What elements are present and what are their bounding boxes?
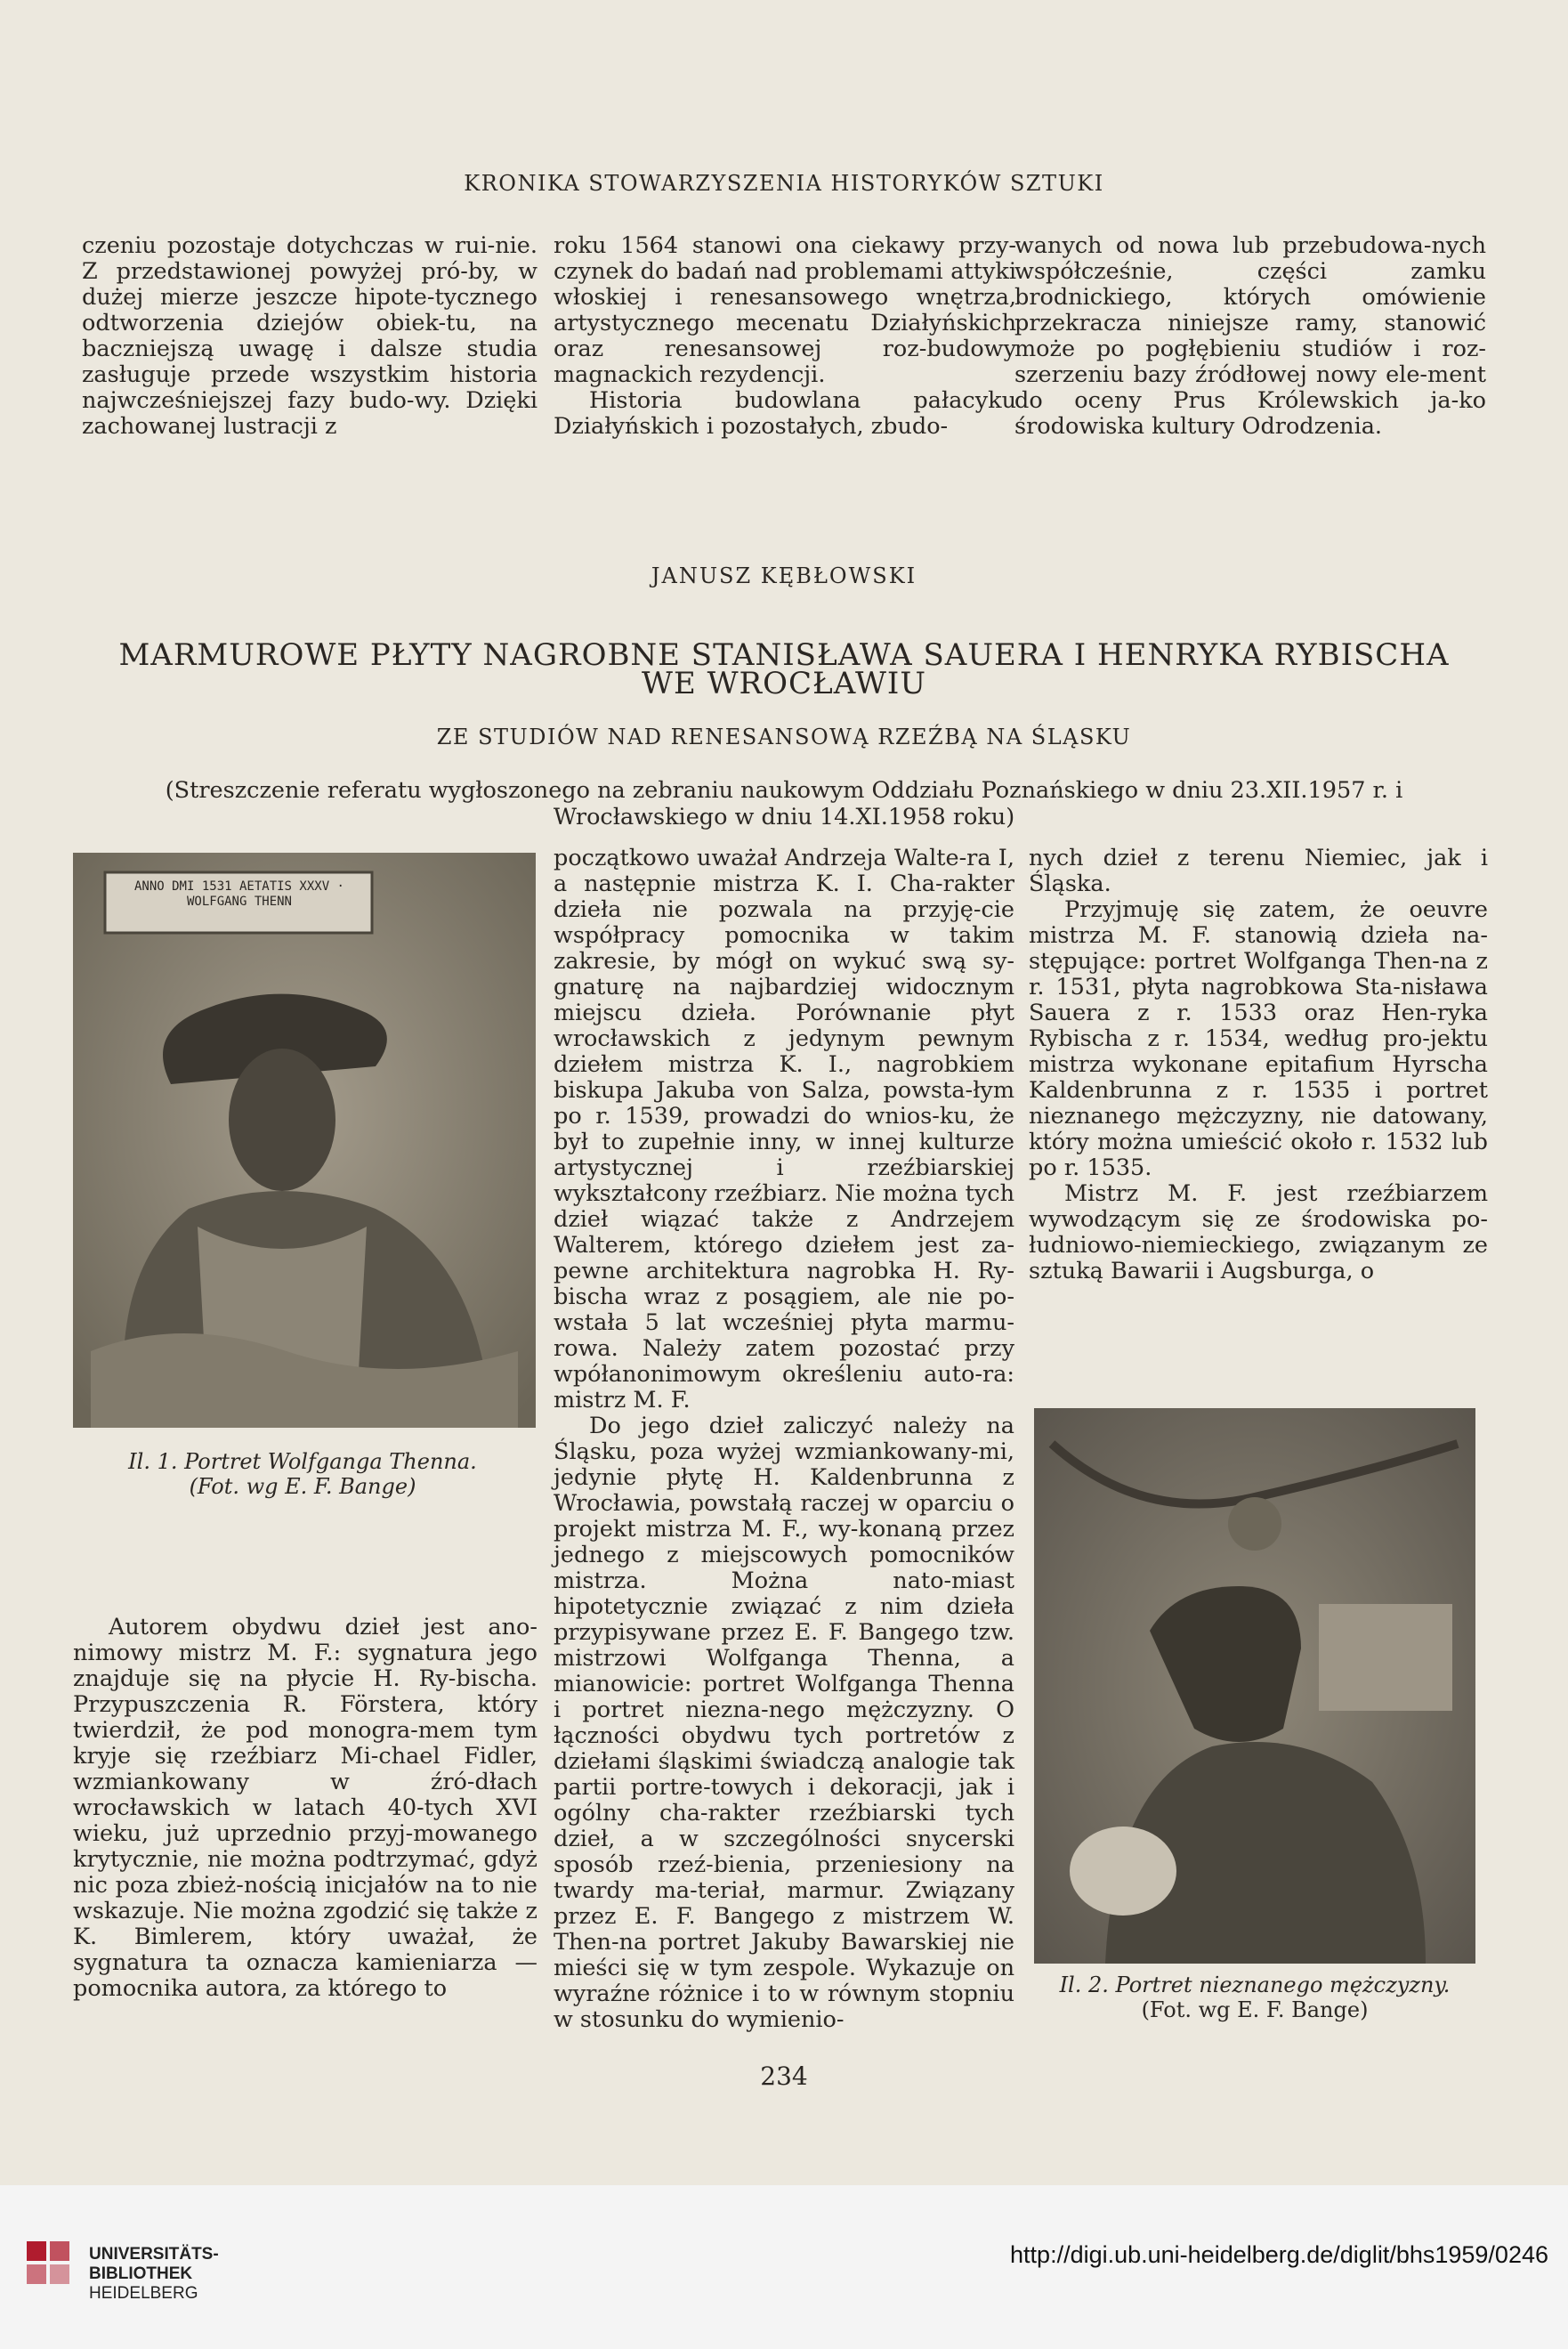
figure-1-relief (73, 853, 536, 1428)
top-column-3 (1014, 233, 1486, 440)
top-column-1 (82, 233, 537, 440)
right-column-paragraph-2: Przyjmuję się zatem, że oeuvre mistrza M. F. stanowią dzieła na-stępujące: portret Wolfganga Then-na z r. 1531, płyta nagrobkowa Sta-nisława Sauera z r. 1533 oraz Hen-ryka Rybischa z r. 1534, według pro-jektu mistrza wykonane epitafium Hyrscha Kaldenbrunna z r. 1535 i portret nieznanego mężczyzny, nie datowany, który można umieścić około r. 1532 lub po r. 1535. (1029, 896, 1488, 1181)
middle-column (554, 846, 1014, 2033)
top-column-2-text: roku 1564 stanowi ona ciekawy przy-czynek do badań nad problemami attyki włoskiej i renesansowego wnętrza, artystycznego mecenatu Działyńskich oraz renesansowej roz-budowy magnackich rezydencji. (554, 232, 1016, 388)
right-column-paragraph-1: nych dzieł z terenu Niemiec, jak i Śląska. (1029, 845, 1488, 897)
top-column-2 (554, 233, 1016, 440)
figure-2-image (1034, 1408, 1475, 1964)
right-column-paragraph-3: Mistrz M. F. jest rzeźbiarzem wywodzącym się ze środowiska po-łudniowo-niemieckiego, związanym ze sztuką Bawarii i Augsburga, o (1029, 1180, 1488, 1284)
left-body-column (73, 1615, 537, 2002)
article-title (89, 637, 1479, 701)
article-subtitle: ZE STUDIÓW NAD RENESANSOWĄ RZEŹBĄ NA ŚLĄSKU (436, 725, 1132, 749)
library-name (89, 2245, 219, 2304)
top-column-1-text: czeniu pozostaje dotychczas w rui-nie. Z przedstawionej powyżej pró-by, w dużej mierze jeszcze hipote-tycznego odtworzenia dziejów obiek-tu, na baczniejszą uwagę i dalsze studia zasługuje przede wszystkim historia najwcześniejszej fazy budo-wy. Dzięki zachowanej lustracji z (82, 232, 537, 440)
figure-2-medallion (1228, 1497, 1281, 1551)
figure-2-caption (1023, 1972, 1486, 2022)
figure-1-caption-line-1: Il. 1. Portret Wolfganga Thenna. (128, 1449, 477, 1474)
figure-1-face (229, 1049, 335, 1191)
library-name-line-1: UNIVERSITÄTS- (89, 2245, 219, 2264)
right-column (1029, 846, 1488, 1284)
top-column-2-paragraph: Historia budowlana pałacyku Działyńskich i pozostałych, zbudo- (554, 387, 1016, 440)
figure-1-caption (53, 1449, 552, 1499)
library-name-line-2: BIBLIOTHEK (89, 2264, 193, 2283)
article-title-line-1: MARMUROWE PŁYTY NAGROBNE STANISŁAWA SAUERA I HENRYKA RYBISCHA (118, 637, 1450, 673)
page-number: 234 (760, 2061, 808, 2091)
figure-2-relief (1034, 1408, 1475, 1964)
permalink-url[interactable]: http://digi.ub.uni-heidelberg.de/diglit/bhs1959/0246 (1010, 2241, 1548, 2268)
figure-1-image (73, 853, 536, 1428)
running-head: KRONIKA STOWARZYSZENIA HISTORYKÓW SZTUKI (464, 171, 1104, 196)
figure-2-caption-line-2: (Fot. wg E. F. Bange) (1141, 1997, 1369, 2022)
figure-1-inscription: ANNO DMI 1531 AETATIS XXXV · WOLFGANG THENN (133, 879, 344, 909)
library-name-line-3: HEIDELBERG (89, 2284, 198, 2303)
middle-column-paragraph-2: Do jego dzieł zaliczyć należy na Śląsku, poza wyżej wzmiankowany-mi, jedynie płytę H. Kaldenbrunna z Wrocławia, powstałą raczej w oparciu o projekt mistrza M. F., wy-konaną przez jednego z miejscowych pomocników mistrza. Można nato-miast hipotetycznie związać z nim dzieła przypisywane przez E. F. Bangego tzw. mistrzowi Wolfganga Thenna, a mianowicie: portret Wolfganga Thenna i portret niezna-nego mężczyzny. O łączności obydwu tych portretów z dziełami śląskimi świadczą analogie tak partii portre-towych i dekoracji, jak i ogólny cha-rakter rzeźbiarski tych dzieł, a w szczególności snycerski sposób rzeź-bienia, przeniesiony na twardy ma-teriał, marmur. Związany przez E. F. Bangego z mistrzem W. Then-na portret Jakuby Bawarskiej nie mieści się w tym zespole. Wykazuje on wyraźne różnice i to w równym stopniu w stosunku do wymienio- (554, 1413, 1014, 2033)
abstract-note: (Streszczenie referatu wygłoszonego na zebraniu naukowym Oddziału Poznańskiego w dniu 23.XII.1957 r. i Wrocławskiego w dniu 14.XI.1958 roku) (165, 777, 1403, 830)
figure-1-caption-line-2: (Fot. wg E. F. Bange) (189, 1474, 416, 1499)
article-title-line-2: WE WROCŁAWIU (642, 666, 926, 701)
article-author: JANUSZ KĘBŁOWSKI (651, 563, 917, 588)
figure-2-skull (1070, 1827, 1176, 1916)
figure-2-architecture (1319, 1604, 1452, 1711)
top-column-3-text: wanych od nowa lub przebudowa-nych współcześnie, części zamku brodnickiego, których omówienie przekracza niniejsze ramy, stanowić może po pogłębieniu studiów i roz-szerzeniu bazy źródłowej nowy ele-ment do oceny Prus Królewskich ja-ko środowiska kultury Odrodzenia. (1014, 232, 1486, 440)
left-body-paragraph: Autorem obydwu dzieł jest ano-nimowy mistrz M. F.: sygnatura jego znajduje się na płycie H. Ry-bischa. Przypuszczenia R. Förstera, który twierdził, że pod monogra-mem tym kryje się rzeźbiarz Mi-chael Fidler, wzmiankowany w źró-dłach wrocławskich w latach 40-tych XVI wieku, już uprzednio przyj-mowanego krytycznie, nie można podtrzymać, gdyż nic poza zbież-nością inicjałów na to nie wskazuje. Nie można zgodzić się także z K. Bimlerem, który uważał, że sygnatura ta oznacza kamieniarza — pomocnika autora, za którego to (73, 1614, 537, 2002)
middle-column-paragraph-1: początkowo uważał Andrzeja Walte-ra I, a następnie mistrza K. I. Cha-rakter dzieła nie pozwala na przyję-cie współpracy pomocnika w takim zakresie, by mógł on wykuć swą sy-gnaturę na najbardziej widocznym miejscu dzieła. Porównanie płyt wrocławskich z jedynym pewnym dziełem mistrza K. I., nagrobkiem biskupa Jakuba von Salza, powsta-łym po r. 1539, prowadzi do wnios-ku, że był to zupełnie inny, w innej kulturze artystycznej i rzeźbiarskiej wykształcony rzeźbiarz. Nie można tych dzieł wiązać także z Andrzejem Walterem, którego dziełem jest za-pewne architektura nagrobka H. Ry-bischa wraz z posągiem, ale nie po-wstała 5 lat wcześniej płyta marmu-rowa. Należy zatem pozostać przy wpółanonimowym określeniu auto-ra: mistrz M. F. (554, 845, 1014, 1413)
university-seal-icon (21, 2236, 78, 2298)
figure-2-caption-line-1: Il. 2. Portret nieznanego mężczyzny. (1059, 1972, 1451, 1997)
